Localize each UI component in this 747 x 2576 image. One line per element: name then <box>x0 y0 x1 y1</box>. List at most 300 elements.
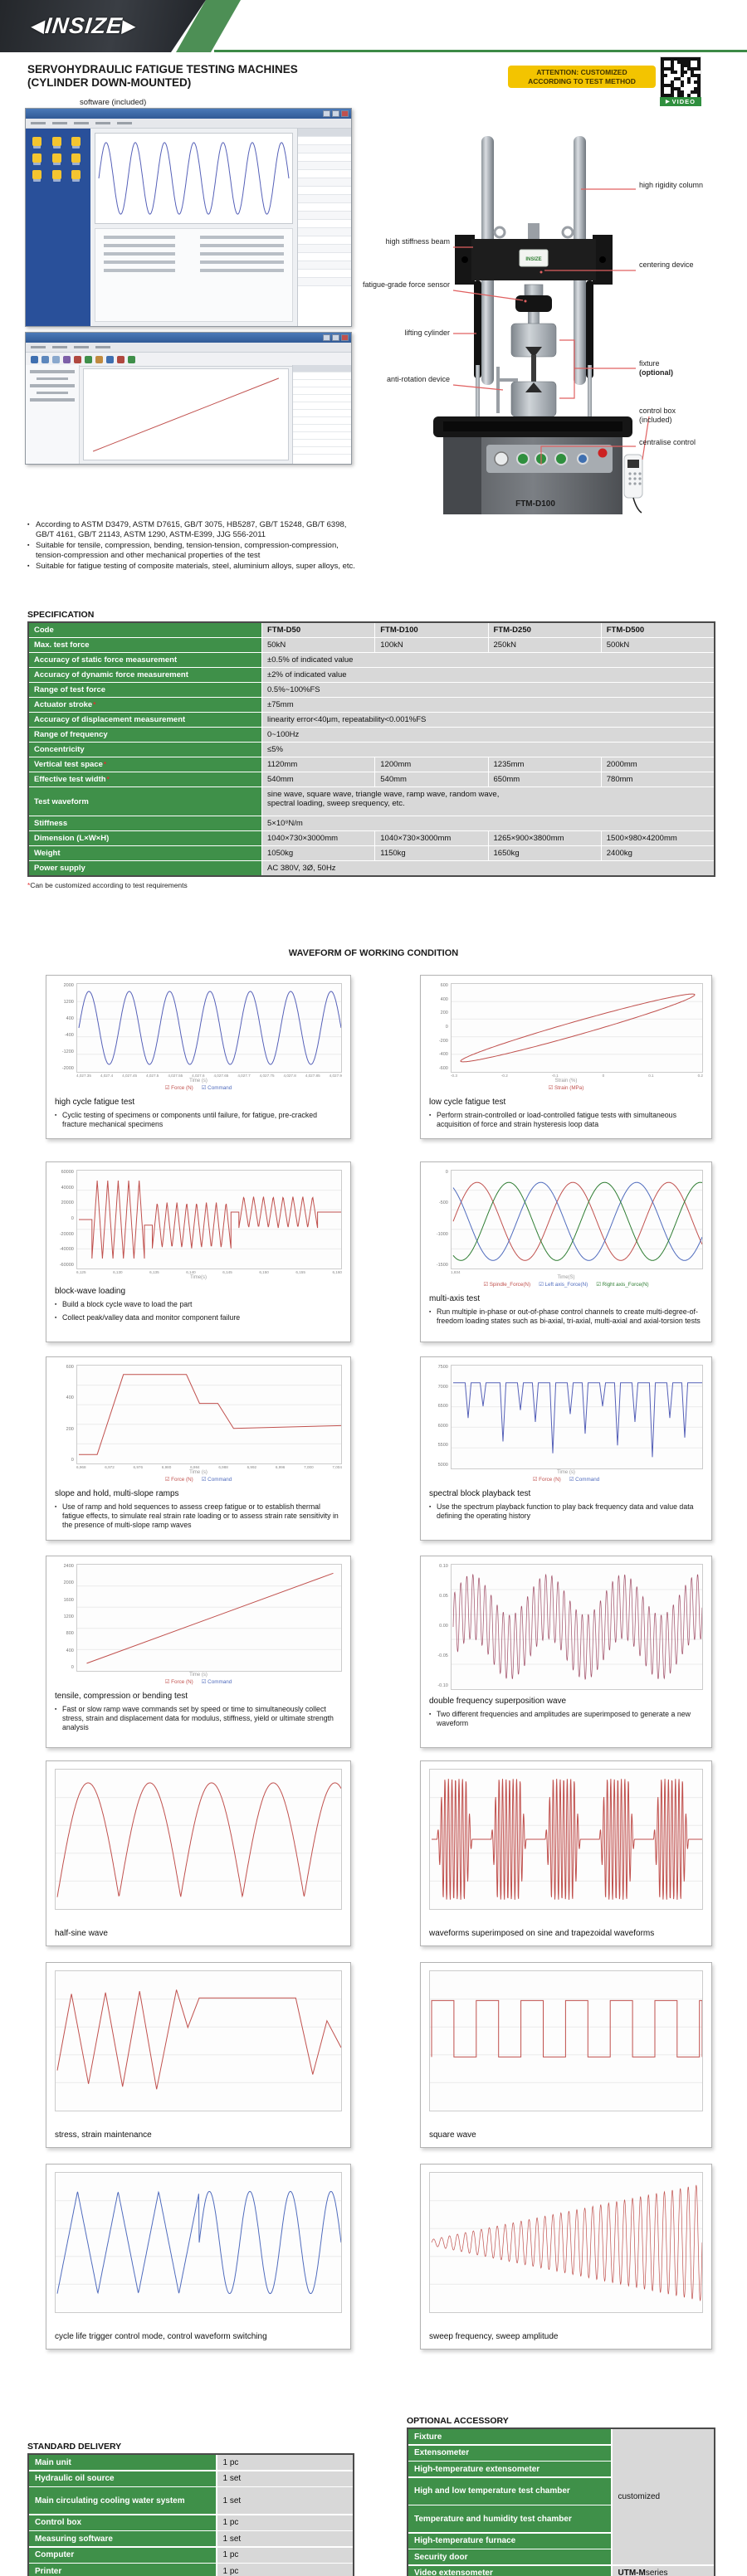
y-tick-label: -1500 <box>436 1262 448 1268</box>
machine-model: FTM-D100 <box>515 499 555 509</box>
waveform-row <box>46 1556 712 1748</box>
waveform-chart <box>429 2172 703 2313</box>
spec-value: AC 380V, 3Ø, 50Hz <box>262 861 714 875</box>
waveform-bullet <box>429 1710 703 1728</box>
waveform-bullet <box>55 1111 342 1129</box>
chart-canvas <box>55 2172 342 2313</box>
bullet-text: Suitable for fatigue testing of composite materials, steel, aluminium alloys, super alloys, etc. <box>36 562 355 571</box>
y-tick-label: -60000 <box>59 1262 74 1268</box>
legend-item: ☑ Left axis_Force(N) <box>539 1282 588 1288</box>
spec-value: 540mm <box>262 772 374 786</box>
x-tick-label: 6,980 <box>161 1465 172 1469</box>
chart-canvas <box>76 1564 342 1672</box>
waveform-panel <box>46 2164 351 2350</box>
bullet-text: Use of ramp and hold sequences to assess creep fatigue or to establish thermal fatigue effects, to simulate real strain rate loading or to assess strain rate sensitivity in the presence of multi-slope ramp waves <box>62 1502 339 1529</box>
x-axis-label: Time(s) <box>189 1275 208 1280</box>
waveform-section-heading: WAVEFORM OF WORKING CONDITION <box>288 948 459 958</box>
y-axis-ticks <box>55 1365 76 1463</box>
waveform-panel <box>420 1760 712 1946</box>
spec-value: 0.5%~100%FS <box>262 683 714 697</box>
waveform-panel <box>420 1356 712 1541</box>
menu-bar <box>26 343 351 353</box>
spec-value: 1650kg <box>489 846 601 860</box>
y-tick-label: 400 <box>66 1016 74 1021</box>
waveform-panel <box>46 1556 351 1748</box>
waveform-caption: waveforms superimposed on sine and trapezoidal waveforms <box>429 1929 655 1938</box>
spec-value: FTM-D100 <box>375 623 487 637</box>
y-tick-label: 400 <box>66 1395 74 1401</box>
y-tick-label: 5500 <box>437 1443 448 1449</box>
specification-heading: SPECIFICATION <box>27 610 95 620</box>
x-tick-label: -0.2 <box>500 1074 508 1078</box>
feature-bullets <box>27 520 363 572</box>
waveform-bullet <box>429 1111 703 1129</box>
label-anti-rotation-device: anti-rotation device <box>386 375 450 383</box>
spec-value: 1150kg <box>375 846 487 860</box>
x-tick-label: 0.2 <box>697 1074 703 1078</box>
spec-label: Effective test width * <box>29 772 261 786</box>
y-tick-label: 2400 <box>63 1564 74 1569</box>
y-axis-ticks <box>429 983 451 1071</box>
header-band <box>0 0 747 52</box>
spec-value: 250kN <box>489 638 601 652</box>
legend-item: ☑ Force (N) <box>164 1679 193 1685</box>
waveform-caption: slope and hold, multi-slope ramps <box>55 1489 179 1498</box>
x-axis-label: Time (s) <box>189 1079 208 1083</box>
spec-value: sine wave, square wave, triangle wave, ramp wave, random wave, spectral loading, sweep srequency, etc. <box>262 787 714 816</box>
chart-canvas <box>451 1564 703 1690</box>
delivery-qty: 1 pc <box>217 2548 354 2563</box>
waveform-bullet <box>55 1313 342 1322</box>
software-waveform-plot <box>95 133 293 224</box>
feature-bullet <box>27 520 363 540</box>
software-result-column <box>292 365 351 464</box>
spec-value: 1200mm <box>375 757 487 772</box>
logo-left-arrow-icon: ◀ <box>30 17 46 36</box>
spec-value: 540mm <box>375 772 487 786</box>
software-sidebar <box>26 129 90 326</box>
delivery-qty: 1 pc <box>217 2564 354 2576</box>
x-axis-label: Time(S) <box>557 1275 575 1280</box>
y-tick-label: 20000 <box>61 1200 74 1206</box>
waveform-chart <box>429 1564 703 1690</box>
waveform-chart <box>55 2172 342 2313</box>
legend-item: ☑ Force (N) <box>532 1477 561 1483</box>
legend-item: ☑ Force (N) <box>164 1085 193 1091</box>
waveform-row <box>46 2164 712 2350</box>
spec-value: 1050kg <box>262 846 374 860</box>
label-fixture-optional: fixture (optional) <box>639 359 673 377</box>
waveform-panel <box>420 1962 712 2148</box>
x-axis-label: Time (s) <box>189 1470 208 1475</box>
page-title <box>27 63 492 90</box>
spec-label: Vertical test space * <box>29 757 261 772</box>
y-tick-label: 0 <box>71 1215 74 1221</box>
x-tick-label: 0 <box>602 1074 605 1078</box>
attention-badge <box>508 66 656 88</box>
chart-legend <box>429 1085 703 1091</box>
y-tick-label: 0 <box>445 1024 448 1030</box>
y-axis-ticks <box>55 1564 76 1670</box>
spec-value: FTM-D250 <box>489 623 601 637</box>
x-tick-label: 6,976 <box>133 1465 144 1469</box>
y-tick-label: 0.00 <box>439 1624 448 1629</box>
spec-value: 1235mm <box>489 757 601 772</box>
legend-item: ☑ Command <box>201 1679 232 1685</box>
chart-legend <box>55 1679 342 1685</box>
page-title-line1: SERVOHYDRAULIC FATIGUE TESTING MACHINES <box>27 63 298 75</box>
y-tick-label: 200 <box>66 1426 74 1432</box>
label-lifting-cylinder: lifting cylinder <box>404 329 450 337</box>
bullet-text: According to ASTM D3479, ASTM D7615, GB/T 3075, HB5287, GB/T 15248, GB/T 6398, GB/T 4161, GB/T 21143, ASTM 1290, ASTM-E399, JJG 556-2011 <box>36 520 347 539</box>
chart-canvas <box>451 983 703 1073</box>
waveform-chart <box>55 1970 342 2111</box>
y-tick-label: 6000 <box>437 1423 448 1429</box>
y-tick-label: -500 <box>438 1200 448 1206</box>
spec-value: 650mm <box>489 772 601 786</box>
spec-label: Max. test force <box>29 638 261 652</box>
waveform-panel <box>420 2164 712 2350</box>
chart-canvas <box>55 1970 342 2111</box>
bullet-icon: ▪ <box>429 1309 432 1315</box>
chart-plot-area <box>55 1769 342 1910</box>
chart-canvas <box>76 1170 342 1269</box>
waveform-bullet <box>429 1502 703 1521</box>
spec-value: 1500×980×4200mm <box>602 831 714 845</box>
software-screenshot-bottom <box>25 332 352 465</box>
waveform-chart <box>55 1769 342 1910</box>
chart-canvas <box>76 983 342 1073</box>
waveform-chart <box>55 1365 342 1483</box>
x-axis-ticks <box>76 1270 342 1274</box>
minimize-icon <box>323 110 330 117</box>
x-tick-label: 4,027.6 <box>192 1074 205 1078</box>
chart-plot-area <box>55 983 342 1073</box>
spec-value: FTM-D500 <box>602 623 714 637</box>
bullet-text: Perform strain-controlled or load-controlled fatigue tests with simultaneous acquisition of force and strain hysteresis loop data <box>437 1111 676 1128</box>
delivery-item: Control box <box>29 2515 216 2530</box>
specification-table <box>27 621 715 877</box>
chart-canvas <box>451 1365 703 1469</box>
spec-value: ±2% of indicated value <box>262 668 714 682</box>
waveform-panel <box>46 1356 351 1541</box>
chart-plot-area <box>55 1564 342 1672</box>
waveform-caption: cycle life trigger control mode, control waveform switching <box>55 2332 267 2341</box>
chart-canvas <box>55 1769 342 1910</box>
y-tick-label: 7500 <box>437 1365 448 1370</box>
y-tick-label: 2000 <box>63 1580 74 1586</box>
y-tick-label: 7000 <box>437 1384 448 1390</box>
spec-value: FTM-D50 <box>262 623 374 637</box>
y-tick-label: -0.10 <box>437 1683 448 1688</box>
x-tick-label: 6,130 <box>113 1270 123 1274</box>
bullet-text: Build a block cycle wave to load the part <box>62 1300 193 1308</box>
x-tick-label: 0.1 <box>648 1074 654 1078</box>
spec-value: 50kN <box>262 638 374 652</box>
y-tick-label: 1200 <box>63 1000 74 1005</box>
x-axis-label: Time (s) <box>557 1470 575 1475</box>
x-tick-label: 6,125 <box>76 1270 86 1274</box>
accessory-item: High-temperature extensometer <box>408 2462 611 2476</box>
y-tick-label: 800 <box>66 1631 74 1637</box>
spec-value: 5×10⁸N/m <box>262 816 714 830</box>
x-tick-label: -0.3 <box>451 1074 457 1078</box>
accessory-item: Extensometer <box>408 2446 611 2461</box>
software-parameter-panel <box>95 228 293 322</box>
bullet-text: Cyclic testing of specimens or components until failure, for fatigue, pre-cracked fracture mechanical specimens <box>62 1111 318 1128</box>
x-tick-label: 4,027.35 <box>76 1074 91 1078</box>
x-tick-label: 7,004 <box>332 1465 342 1469</box>
y-tick-label: 5000 <box>437 1462 448 1468</box>
x-axis-ticks <box>451 1074 703 1078</box>
maximize-icon <box>332 110 339 117</box>
waveform-chart <box>429 983 703 1091</box>
bullet-icon: ▪ <box>429 1712 432 1717</box>
waveform-row <box>46 1760 712 1946</box>
x-axis-label: Time (s) <box>189 1673 208 1678</box>
spec-value: 1040×730×3000mm <box>262 831 374 845</box>
bullet-text: Suitable for tensile, compression, bending, tension-tension, compression-compression, tension-compression and other mechanical properties of the test <box>36 541 339 560</box>
spec-value: 2400kg <box>602 846 714 860</box>
spec-label: Stiffness <box>29 816 261 830</box>
delivery-qty: 1 pc <box>217 2515 354 2530</box>
label-centralise-control: centralise control <box>639 438 696 446</box>
waveform-panel <box>46 1161 351 1342</box>
accessory-item: Fixture <box>408 2429 611 2444</box>
spec-label: Accuracy of dynamic force measurement <box>29 668 261 682</box>
waveform-panel <box>46 1962 351 2148</box>
chart-canvas <box>429 1769 703 1910</box>
spec-value: 1040×730×3000mm <box>375 831 487 845</box>
chart-plot-area <box>429 1769 703 1910</box>
y-tick-label: -200 <box>438 1038 448 1044</box>
standard-delivery-table <box>27 2453 354 2576</box>
waveform-chart <box>55 1170 342 1280</box>
spec-label: Range of frequency <box>29 728 261 742</box>
spec-label: Accuracy of displacement measurement <box>29 713 261 727</box>
spec-value: ≤5% <box>262 743 714 757</box>
y-tick-label: 0 <box>445 1170 448 1175</box>
waveform-panel <box>46 975 351 1139</box>
delivery-qty: 1 pc <box>217 2455 354 2470</box>
legend-item: ☑ Command <box>201 1085 232 1091</box>
bullet-icon: ▪ <box>27 543 30 548</box>
qr-pattern <box>661 57 701 97</box>
software-tree-panel <box>26 365 80 464</box>
spec-value: 100kN <box>375 638 487 652</box>
spec-value: ±0.5% of indicated value <box>262 653 714 667</box>
machine-figure <box>357 124 735 514</box>
chart-canvas <box>429 2172 703 2313</box>
x-tick-label: 4,027.9 <box>329 1074 342 1078</box>
delivery-item: Main unit <box>29 2455 216 2470</box>
label-high-rigidity-column: high rigidity column <box>639 181 704 189</box>
waveform-bullet <box>55 1502 342 1530</box>
software-data-column <box>297 129 351 326</box>
chart-plot-area <box>429 983 703 1073</box>
y-tick-label: 2000 <box>63 983 74 988</box>
x-tick-label: 6,135 <box>149 1270 159 1274</box>
y-tick-label: -600 <box>438 1065 448 1071</box>
label-control-box: control box (included) <box>639 407 676 424</box>
play-icon: ▶ <box>666 100 671 105</box>
spec-label: Weight <box>29 846 261 860</box>
y-tick-label: -1000 <box>436 1231 448 1237</box>
spec-label: Concentricity <box>29 743 261 757</box>
waveform-bullet <box>55 1705 342 1732</box>
x-tick-label: 4,027.75 <box>259 1074 275 1078</box>
x-tick-label: 4,027.55 <box>168 1074 183 1078</box>
legend-item: ☑ Force (N) <box>164 1477 193 1483</box>
chart-canvas <box>429 1970 703 2111</box>
chart-plot-area <box>429 1564 703 1690</box>
optional-accessory-heading: OPTIONAL ACCESSORY <box>407 2416 509 2426</box>
accessory-item: High-temperature furnace <box>408 2534 611 2549</box>
waveform-caption: half-sine wave <box>55 1929 108 1938</box>
y-axis-ticks <box>429 1564 451 1688</box>
x-tick-label: 7,000 <box>304 1465 314 1469</box>
spec-label: Test waveform <box>29 787 261 816</box>
bullet-icon: ▪ <box>429 1504 432 1510</box>
waveform-caption: spectral block playback test <box>429 1489 531 1498</box>
x-tick-label: 4,027.7 <box>237 1074 251 1078</box>
qr-code <box>660 56 701 98</box>
waveform-caption: double frequency superposition wave <box>429 1697 567 1706</box>
y-tick-label: 200 <box>440 1010 448 1016</box>
spec-value: 1265×900×3800mm <box>489 831 601 845</box>
waveform-bullet <box>55 1300 342 1309</box>
page-title-line2: (CYLINDER DOWN-MOUNTED) <box>27 76 192 89</box>
waveform-chart <box>55 983 342 1091</box>
y-axis-ticks <box>55 1170 76 1268</box>
waveform-caption: block-wave loading <box>55 1287 126 1296</box>
specification-footnote: *Can be customized according to test requirements <box>27 881 188 889</box>
chart-legend <box>55 1085 342 1091</box>
delivery-item: Measuring software <box>29 2531 216 2546</box>
y-tick-label: 1200 <box>63 1614 74 1619</box>
minimize-icon <box>323 334 330 341</box>
attention-line1: ATTENTION: CUSTOMIZED <box>536 68 627 76</box>
waveform-caption: low cycle fatigue test <box>429 1098 506 1107</box>
spec-value: 0~100Hz <box>262 728 714 742</box>
waveform-chart <box>429 1769 703 1910</box>
delivery-qty: 1 set <box>217 2487 354 2514</box>
delivery-item: Printer <box>29 2564 216 2576</box>
x-axis-ticks <box>76 1074 342 1078</box>
waveform-panel <box>420 1161 712 1342</box>
x-tick-label: 4,027.4 <box>100 1074 114 1078</box>
y-tick-label: 600 <box>440 983 448 988</box>
x-tick-label: 6,972 <box>105 1465 115 1469</box>
x-axis-ticks <box>76 1465 342 1469</box>
y-tick-label: -400 <box>64 1033 74 1038</box>
label-centering-device: centering device <box>639 261 694 269</box>
feature-bullet <box>27 541 363 561</box>
spec-value: 500kN <box>602 638 714 652</box>
bullet-text: Two different frequencies and amplitudes are superimposed to generate a new waveform <box>437 1710 691 1727</box>
chart-canvas <box>451 1170 703 1269</box>
bullet-icon: ▪ <box>55 1113 57 1118</box>
x-tick-label: 6,155 <box>295 1270 305 1274</box>
y-tick-label: 0 <box>71 1664 74 1670</box>
bullet-icon: ▪ <box>55 1315 57 1321</box>
y-tick-label: -2000 <box>61 1066 74 1071</box>
delivery-item: Main circulating cooling water system <box>29 2487 216 2514</box>
spec-value: 2000mm <box>602 757 714 772</box>
chart-canvas <box>76 1365 342 1464</box>
spec-label: Actuator stroke * <box>29 698 261 712</box>
y-tick-label: 60000 <box>61 1170 74 1175</box>
chart-legend <box>55 1477 342 1483</box>
waveform-caption: multi-axis test <box>429 1294 481 1303</box>
x-axis-ticks <box>451 1270 703 1274</box>
x-tick-label: 6,160 <box>332 1270 342 1274</box>
spec-value: ±75mm <box>262 698 714 712</box>
chart-plot-area <box>55 1170 342 1269</box>
spec-label: Accuracy of static force measurement <box>29 653 261 667</box>
spec-label: Range of test force <box>29 683 261 697</box>
waveform-panel <box>420 1556 712 1748</box>
accessory-merged-value: customized <box>613 2429 715 2564</box>
x-tick-label: 6,150 <box>259 1270 269 1274</box>
bullet-text: Run multiple in-phase or out-of-phase control channels to create multi-degree-of-freedom loading states such as bi-axial, tri-axial, multi-axial and axial-torsion tests <box>437 1307 701 1325</box>
bullet-icon: ▪ <box>55 1707 57 1712</box>
x-tick-label: 4,027.5 <box>146 1074 159 1078</box>
chart-plot-area <box>429 1365 703 1469</box>
waveform-caption: stress, strain maintenance <box>55 2130 152 2140</box>
standard-delivery-heading: STANDARD DELIVERY <box>27 2442 122 2452</box>
delivery-item: Computer <box>29 2548 216 2563</box>
bullet-icon: ▪ <box>55 1504 57 1510</box>
y-tick-label: -20000 <box>59 1231 74 1237</box>
spec-label: Code <box>29 623 261 637</box>
y-tick-label: -400 <box>438 1052 448 1058</box>
insize-logo: ◀INSIZE▶ <box>30 13 137 38</box>
y-tick-label: 6500 <box>437 1404 448 1410</box>
chart-plot-area <box>429 1170 703 1269</box>
legend-item: ☑ Command <box>569 1477 600 1483</box>
x-tick-label: -0.1 <box>551 1074 559 1078</box>
x-tick-label: 4,027.65 <box>213 1074 229 1078</box>
legend-item: ☑ Right axis_Force(N) <box>596 1282 649 1288</box>
waveform-row <box>46 1356 712 1541</box>
accessory-value: UTM-M series <box>613 2566 715 2576</box>
bullet-text: Collect peak/valley data and monitor component failure <box>62 1313 241 1322</box>
delivery-qty: 1 set <box>217 2471 354 2486</box>
y-tick-label: 1600 <box>63 1597 74 1603</box>
waveform-caption: sweep frequency, sweep amplitude <box>429 2332 559 2341</box>
x-tick-label: 6,992 <box>247 1465 257 1469</box>
y-tick-label: -1200 <box>61 1049 74 1054</box>
waveform-chart <box>429 1170 703 1288</box>
waveform-chart <box>55 1564 342 1685</box>
y-tick-label: 400 <box>66 1648 74 1653</box>
x-tick-label: 4,027.8 <box>283 1074 296 1078</box>
accessory-item: Video extensometer <box>408 2566 611 2576</box>
x-tick-label: 6,988 <box>218 1465 228 1469</box>
chart-legend <box>429 1282 703 1288</box>
x-tick-label: 6,996 <box>275 1465 286 1469</box>
waveform-row <box>46 1962 712 2148</box>
close-icon <box>341 110 349 117</box>
bullet-text: Use the spectrum playback function to play back frequency data and value data defining the operating history <box>437 1502 694 1520</box>
y-tick-label: 0.10 <box>439 1564 448 1569</box>
spec-label: Dimension (L×W×H) <box>29 831 261 845</box>
spec-value: linearity error<40μm, repeatability<0.001%FS <box>262 713 714 727</box>
close-icon <box>341 334 349 341</box>
chart-plot-area <box>55 1970 342 2111</box>
bullet-text: Fast or slow ramp wave commands set by speed or time to simultaneously collect stress, strain and displacement data for modulus, stiffness, yield or ultimate strength analysis <box>62 1705 334 1731</box>
